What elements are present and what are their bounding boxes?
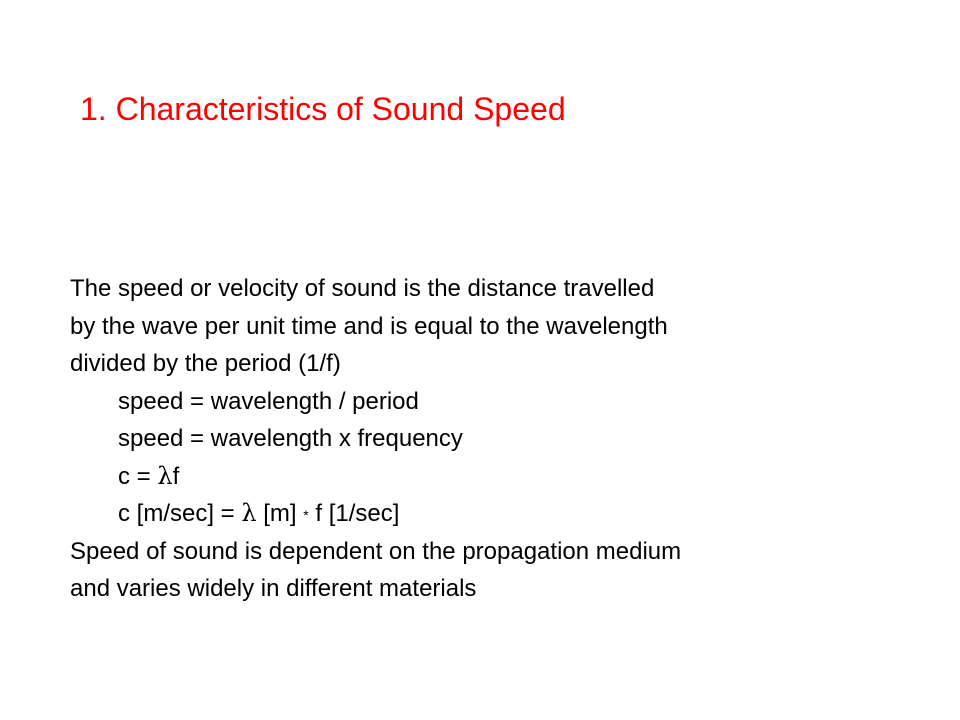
body-line-4: Speed of sound is dependent on the propagation medium <box>70 537 682 565</box>
equation-units-part1: c [m/sec] = <box>118 500 242 527</box>
equation-c-lambda-f <box>70 458 930 496</box>
multiply-operator: * <box>303 507 309 523</box>
body-line-3: divided by the period (1/f) <box>70 350 341 377</box>
slide-title: 1. Characteristics of Sound Speed <box>80 91 566 127</box>
equation-units-part2: [m] <box>256 500 304 527</box>
equation-c-suffix: f <box>172 462 180 490</box>
equation-units-part3: f [1/sec] <box>308 500 400 527</box>
equation-speed-frequency: speed = wavelength x frequency <box>118 425 463 452</box>
equation-units <box>70 495 930 533</box>
body-line-1: The speed or velocity of sound is the distance travelled <box>70 275 655 302</box>
body-line-5: and varies widely in different materials <box>70 575 477 602</box>
slide-body <box>70 270 930 608</box>
equation-c-prefix: c = <box>118 462 158 490</box>
lambda-symbol: λ <box>157 461 173 490</box>
lambda-symbol: λ <box>241 499 257 527</box>
body-line-2: by the wave per unit time and is equal to the wavelength <box>70 312 668 340</box>
equation-speed-period: speed = wavelength / period <box>118 387 419 415</box>
